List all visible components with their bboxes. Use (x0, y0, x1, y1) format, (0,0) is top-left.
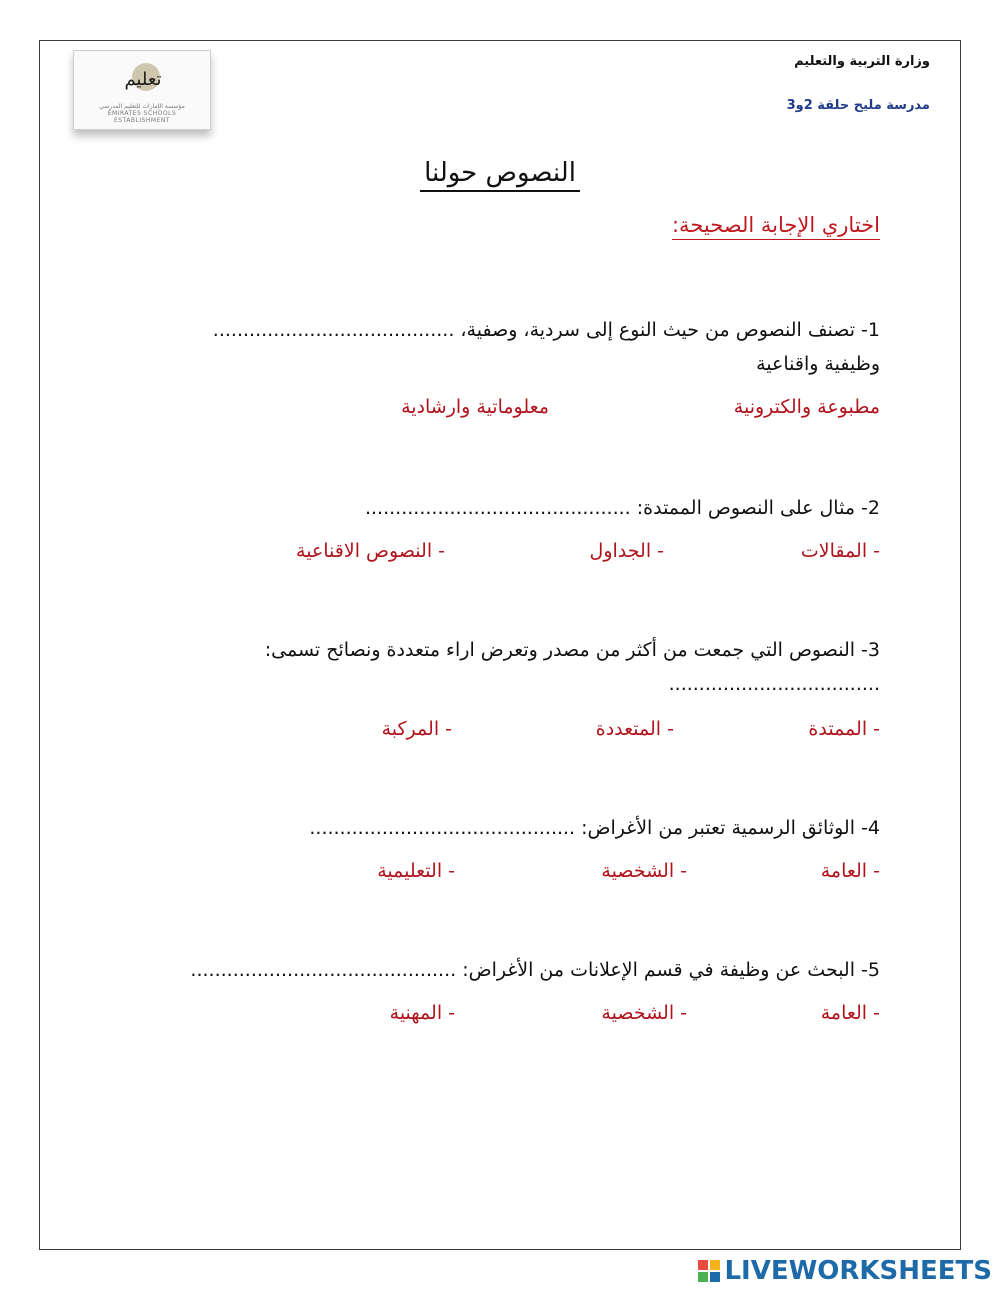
liveworksheets-brand[interactable] (698, 1256, 992, 1286)
option-3a[interactable]: - الممتدة (808, 718, 880, 740)
question-text: 4- الوثائق الرسمية تعتبر من الأغراض: ............................................ (309, 817, 880, 839)
liveworksheets-logo-icon (698, 1260, 720, 1282)
option-4c[interactable]: - التعليمية (377, 860, 455, 882)
option-5a[interactable]: - العامة (820, 1002, 880, 1024)
logo-word: تعليم (124, 69, 162, 90)
worksheet-title: النصوص حولنا (0, 158, 1000, 192)
school-name: مدرسة مليح حلقة 2و3 (786, 98, 930, 113)
question-text-continued: ................................... (668, 673, 880, 695)
question-text: 5- البحث عن وظيفة في قسم الإعلانات من الأغراض: ............................................ (190, 959, 880, 981)
question-text: 2- مثال على النصوص الممتدة: ............................................ (364, 497, 880, 519)
logo-caption: مؤسسة الإمارات للتعليم المدرسي EMIRATES SCHOOLS ESTABLISHMENT (99, 103, 185, 124)
option-4b[interactable]: - الشخصية (601, 860, 687, 882)
option-4a[interactable]: - العامة (820, 860, 880, 882)
option-3c[interactable]: - المركبة (381, 718, 452, 740)
instruction: اختاري الإجابة الصحيحة: (672, 213, 880, 240)
option-5c[interactable]: - المهنية (389, 1002, 455, 1024)
brand-text: LIVEWORKSHEETS (724, 1256, 992, 1286)
option-1b[interactable]: معلوماتية وارشادية (401, 396, 549, 418)
question-2 (160, 491, 880, 525)
option-2a[interactable]: - المقالات (800, 540, 880, 562)
option-2c[interactable]: - النصوص الاقناعية (296, 540, 445, 562)
school-logo (73, 50, 211, 130)
question-1 (160, 313, 880, 381)
option-3b[interactable]: - المتعددة (595, 718, 674, 740)
question-3 (180, 633, 880, 701)
question-text-continued: وظيفية واقناعية (756, 353, 880, 375)
option-5b[interactable]: - الشخصية (601, 1002, 687, 1024)
option-2b[interactable]: - الجداول (589, 540, 664, 562)
question-text: 3- النصوص التي جمعت من أكثر من مصدر وتعرض اراء متعددة ونصائح تسمى: (264, 639, 880, 661)
option-1a[interactable]: مطبوعة والكترونية (733, 396, 880, 418)
taleem-logo-icon (116, 59, 170, 99)
question-text: 1- تصنف النصوص من حيث النوع إلى سردية، وصفية، ........................................ (212, 319, 880, 341)
question-4 (160, 811, 880, 845)
question-5 (140, 953, 880, 987)
ministry-name: وزارة التربية والتعليم (794, 54, 930, 69)
